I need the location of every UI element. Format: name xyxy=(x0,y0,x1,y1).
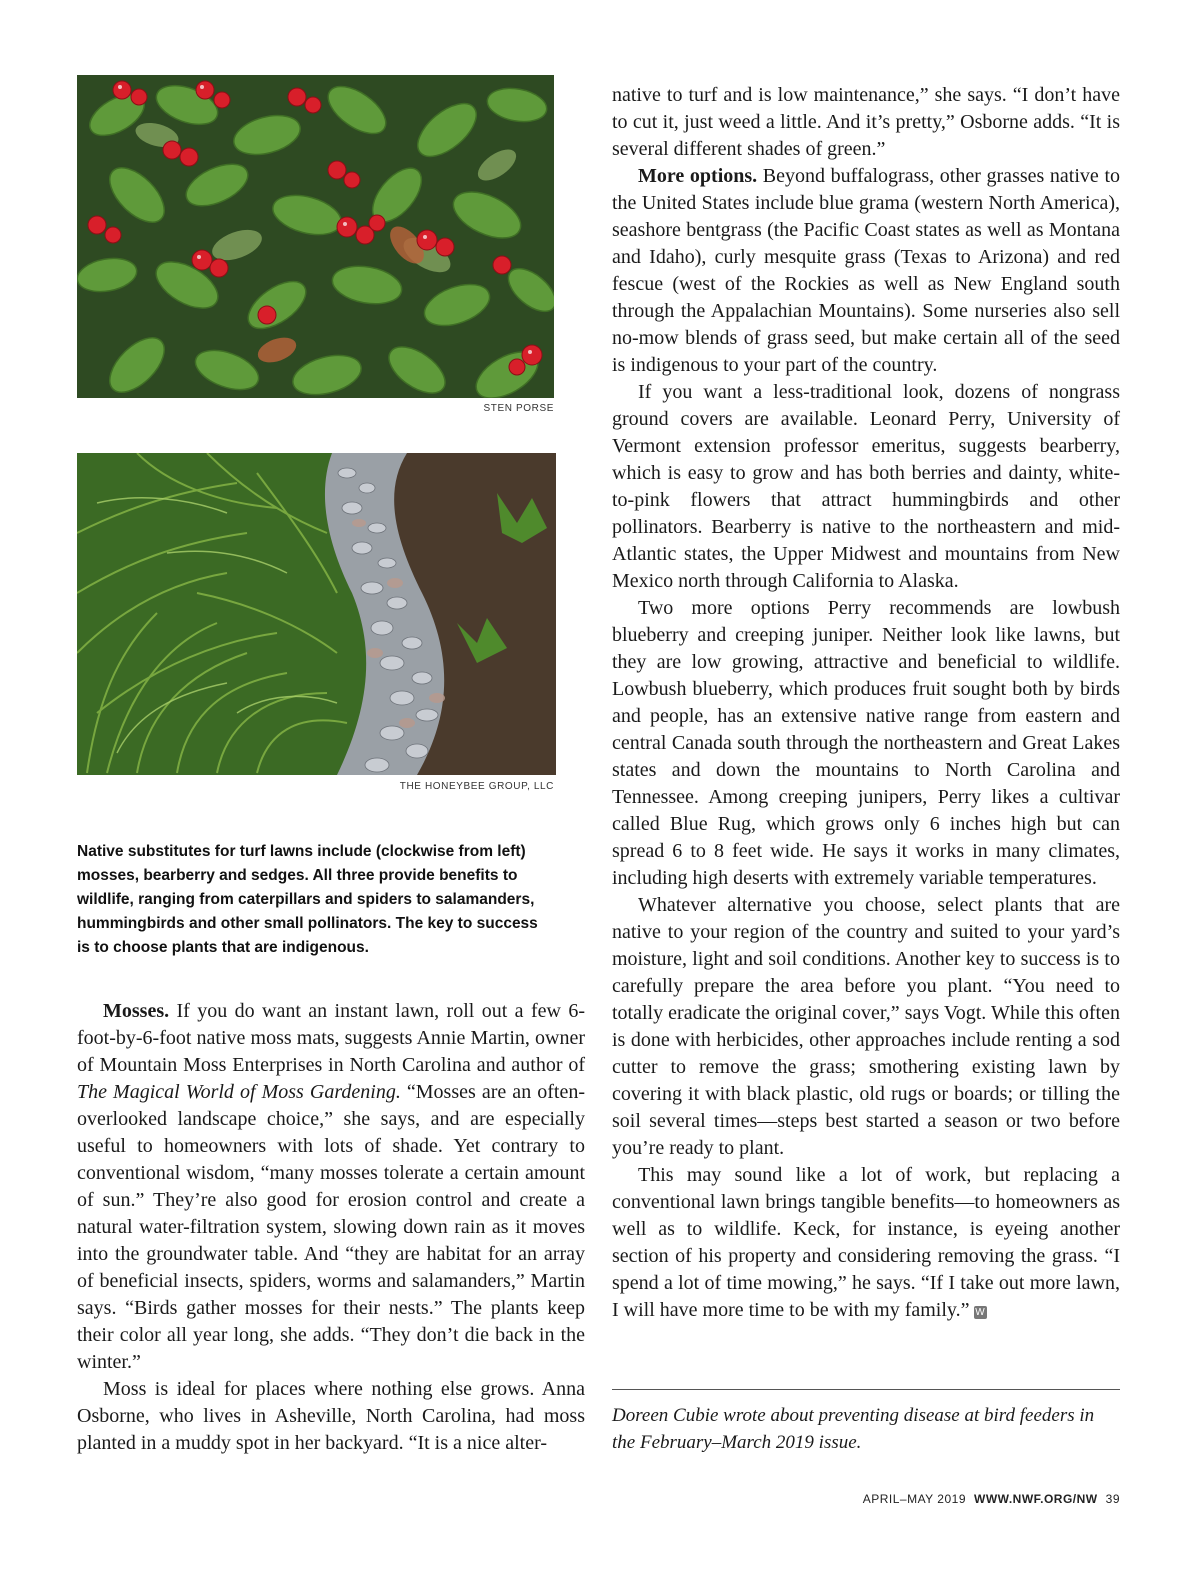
bearberry-paragraph: If you want a less-traditional look, dozens of nongrass ground covers are available. Leonard Perry, University of Vermont extension professor emeritus, suggests bearberry, which is easy to grow and has both berries and dainty, white-to-pink flowers that attract hummingbirds and other pollinators. Bearberry is native to the northeastern and mid-Atlantic states, the Upper Midwest and mountains from New Mexico north through California to Alaska. xyxy=(612,381,1120,592)
page-footer xyxy=(863,1492,1120,1506)
mosses-paragraph xyxy=(77,998,585,1376)
issue-date: APRIL–MAY 2019 xyxy=(862,1492,966,1506)
alternative-paragraph: Whatever alternative you choose, select plants that are native to your region of the country and suited to your yard’s moisture, light and soil conditions. Another key to success is to carefully prepare the area before you plant. “You need to totally eradicate the original cover,” says Vogt. While this often is done with herbicides, other approaches include renting a sod cutter to remove the grass; smothering existing lawn by covering it with black plastic, old rugs or boards; or tilling the soil several times—steps best started a season or two before you’re ready to plant. xyxy=(612,894,1120,1159)
osborne-continued-paragraph: native to turf and is low maintenance,” she says. “I don’t have to cut it, just weed a little. And it’s pretty,” Osborne adds. “It is several different shades of green.” xyxy=(612,84,1120,160)
mosses-lead-in: Mosses. xyxy=(103,1000,170,1022)
sedge-photo-credit: THE HONEYBEE GROUP, LLC xyxy=(399,781,554,792)
blueberry-juniper-paragraph: Two more options Perry recommends are lowbush blueberry and creeping juniper. Neither look like lawns, but they are low growing, attractive and beneficial to wildlife. Lowbush blueberry, which produces fruit sought both by birds and people, has an extensive native range from eastern and central Canada south through the northeastern and Great Lakes states and down the mountains to North Carolina and Tennessee. Among creeping junipers, Perry likes a cultivar called Blue Rug, which grows only 6 inches high but can spread 6 to 8 feet wide. He says it works in many climates, including high deserts with extremely variable temperatures. xyxy=(612,597,1120,889)
sedge-garden-photo xyxy=(77,453,556,775)
more-options-text: Beyond buffalograss, other grasses native to the United States include blue grama (western North America), seashore bentgrass (the Pacific Coast states as well as Montana and Idaho), curly mesquite grass (Texas to Arizona) and red fescue (west of the Rockies as well as New England south through the Appalachian Mountains). Some nurseries also sell no-mow blends of grass seed, but make certain all of the seed is indigenous to your part of the country. xyxy=(612,165,1120,376)
bearberry-photo-credit: STEN PORSE xyxy=(483,403,554,414)
bearberry-photo-icon xyxy=(77,75,554,398)
bearberry-photo xyxy=(77,75,554,398)
more-options-lead-in: More options. xyxy=(638,165,758,187)
more-options-paragraph xyxy=(612,163,1120,379)
photo-caption: Native substitutes for turf lawns include (clockwise from left) mosses, bearberry and sedges. All three provide benefits to wildlife, ranging from caterpillars and spiders to salamanders, hummingbirds and other small pollinators. The key to success is to choose plants that are indigenous. xyxy=(77,843,538,956)
sedge-garden-photo-icon xyxy=(77,453,556,775)
page-number: 39 xyxy=(1105,1492,1120,1506)
article-left-column xyxy=(77,998,585,1457)
article-right-column xyxy=(612,82,1120,1324)
closing-text: This may sound like a lot of work, but replacing a conventional lawn brings tangible benefits—to homeowners as well as to wildlife. Keck, for instance, is eyeing another section of his property and considering removing the grass. “I spend a lot of time mowing,” he says. “If I take out more lawn, I will have more time to be with my family.” xyxy=(612,1164,1120,1321)
mosses-text-a: If you do want an instant lawn, roll out a few 6-foot-by-6-foot native moss mats, suggests Annie Martin, owner of Mountain Moss Enterprises in North Carolina and author of xyxy=(77,1000,585,1076)
book-title: The Magical World of Moss Gardening. xyxy=(77,1081,401,1103)
website-link[interactable]: WWW.NWF.ORG/NW xyxy=(974,1492,1098,1506)
closing-paragraph xyxy=(612,1162,1120,1324)
moss-ideal-paragraph: Moss is ideal for places where nothing else grows. Anna Osborne, who lives in Asheville, North Carolina, had moss planted in a muddy spot in her backyard. “It is a nice alter- xyxy=(77,1378,585,1454)
bio-divider xyxy=(612,1389,1120,1390)
author-bio: Doreen Cubie wrote about preventing disease at bird feeders in the February–March 2019 issue. xyxy=(612,1405,1095,1453)
mosses-text-b: “Mosses are an often-overlooked landscape choice,” she says, and are especially useful to homeowners with lots of shade. Yet contrary to conventional wisdom, “many mosses tolerate a certain amount of sun.” They’re also good for erosion control and create a natural water-filtration system, slowing down rain as it moves into the groundwater table. And “they are habitat for an array of beneficial insects, spiders, worms and salamanders,” Martin says. “Birds gather mosses for their nests.” The plants keep their color all year long, she adds. “They don’t die back in the winter.” xyxy=(77,1081,586,1373)
end-mark-icon: W xyxy=(975,1307,985,1318)
